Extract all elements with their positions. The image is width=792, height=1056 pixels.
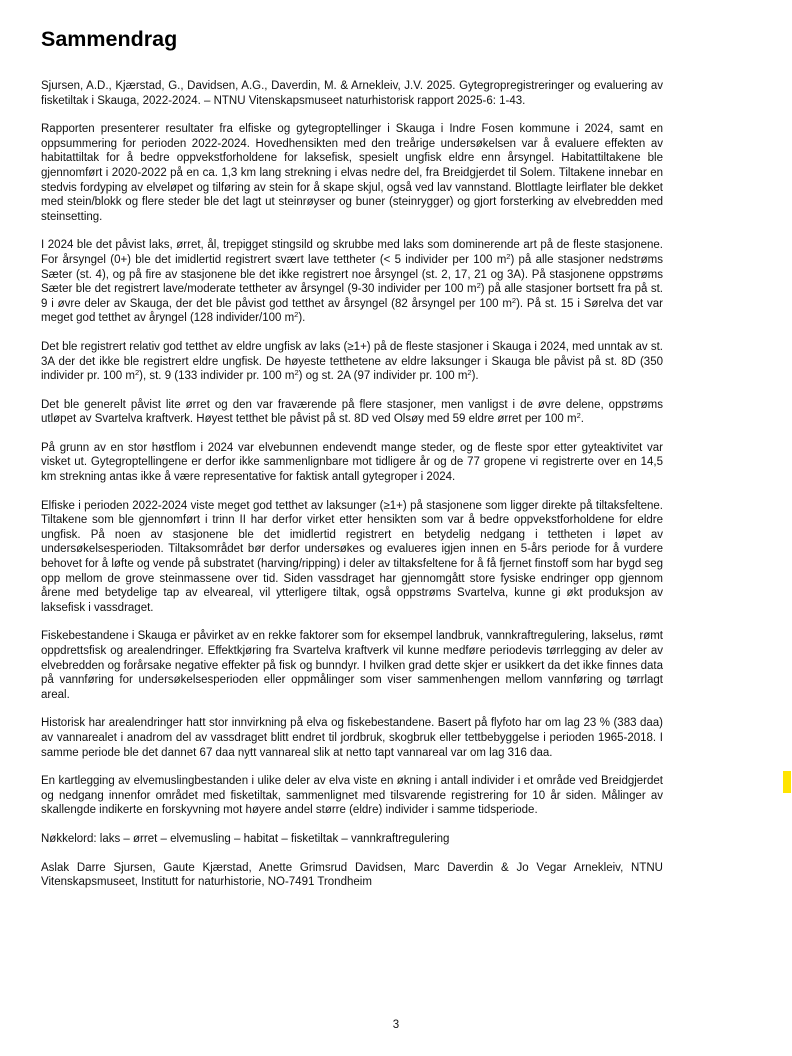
keywords-paragraph: Nøkkelord: laks – ørret – elvemusling – habitat – fisketiltak – vannkraftregulering: [41, 832, 450, 845]
page-number: 3: [392, 1019, 400, 1031]
electrofishing-paragraph: Elfiske i perioden 2022-2024 viste meget god tetthet av laksunger (≥1+) på stasjonene som ligger direkte på tiltaksfeltene. Tiltakene som ble gjennomført i trinn II har derfor virket etter hensikten som var å bedre oppvekstforholdene for eldre ungfisk. På noen av stasjonene ble det imidlertid registrert en betydelig nedgang i tettheten i løpet av undersøkelsesperioden. Tiltaksområdet bør derfor undersøkes og evalueres igjen innen en 5-års periode for å vurdere behovet for å løfte og vende på substratet (harving/ripping) i deler av tiltaksfeltene for å få fjernet finstoff som har bygd seg opp mellom de grove steinmassene over tid. Siden vassdraget har gjennomgått store fysiske endringer opp gjennom årene med betydelige tap av elveareal, vil ytterligere tiltak, også oppstrøms Svartelva, kunne gi økt produksjon av laksefisk i vassdraget.: [41, 499, 663, 614]
flood-paragraph: På grunn av en stor høstflom i 2024 var elvebunnen endevendt mange steder, og de fleste spor etter gyteaktivitet var visket ut. Gytegroptellingene er derfor ikke sammenlignbare mot tidligere år og de 77 gropene vi registrerte over en 14,5 km strekning antas ikke å være representative for faktisk antall gytegroper i 2024.: [41, 441, 663, 484]
trout-paragraph: Det ble generelt påvist lite ørret og den var fraværende på flere stasjoner, men vanligst i de øvre delene, oppstrøms utløpet av Svartelva kraftverk. Høyest tetthet ble påvist på st. 8D ved Olsøy med 59 eldre ørret per 100 $m^2$.: [41, 398, 663, 426]
summary-body: [41, 79, 663, 904]
factors-paragraph: Fiskebestandene i Skauga er påvirket av en rekke faktorer som for eksempel landbruk, vannkraftregulering, lakselus, rømt oppdrettsfisk og arealendringer. Effektkjøring fra Svartelva kraftverk vil kunne medføre periodevis tørrlegging av deler av elvebredden og forårsake negative effekter på fisk og bunndyr. I hvilken grad dette skjer er usikkert da det ikke finnes data på vannføring for undersøkelsesperioden eller oppmålinger som viser sammenhengen mellom vannføring og tørrlagt areal.: [41, 630, 663, 701]
page-title: Sammendrag: [41, 27, 178, 51]
intro-paragraph: Rapporten presenterer resultater fra elfiske og gytegroptellinger i Skauga i Indre Fosen kommune i 2024, samt en oppsummering for perioden 2022-2024. Hovedhensikten med den treårige undersøkelsen var å evaluere effekten av habitattiltak for å bedre oppvekstforholdene for laksefisk, spesielt ungfisk eldre enn årsyngel. Habitattiltakene ble gjennomført i 2020-2022 på en ca. 1,3 km lang strekning i elvas nedre del, fra Breidgjerdet til Solem. Tiltakene innebar en stedvis fordyping av elveløpet og tilføring av stein for å skape skjul, også ved lav vannstand. Blottlagte leirflater ble dekket med stein/blokk og flere steder ble det lagt ut steinrøyser og buner (steinrygger) og gjort forsterking av elvebredden med steinsetting.: [41, 123, 663, 223]
citation-paragraph: Sjursen, A.D., Kjærstad, G., Davidsen, A.G., Daverdin, M. & Arnekleiv, J.V. 2025. Gytegropregistreringer og evaluering av fisketiltak i Skauga, 2022-2024. – NTNU Vitenskapsmuseet naturhistorisk rapport 2025-6: 1-43.: [41, 80, 663, 107]
highlight-marker: [783, 771, 791, 793]
species-paragraph: I 2024 ble det påvist laks, ørret, ål, trepigget stingsild og skrubbe med laks som dominerende art på de fleste stasjonene. For årsyngel (0+) ble det imidlertid registrert svært lave tettheter (< 5 individer per 100 $m^2$) på alle stasjoner nedstrøms Sæter (st. 4), og på fire av stasjonene ble det ikke registrert noe årsyngel (st. 2, 17, 21 og 3A). På stasjonene oppstrøms Sæter ble det registrert lave/moderate tettheter av årsyngel (9-30 individer per 100 $m^2$) på alle stasjoner bortsett fra på st. 9 i øvre deler av Skauga, der det ble påvist god tetthet av årsyngel (82 årsyngel per 100 $m^2$). På st. 15 i Sørelva det var meget god tetthet av åryngel (128 individer/100 $m^2$).: [41, 239, 663, 325]
older-juvenile-paragraph: Det ble registrert relativ god tetthet av eldre ungfisk av laks (≥1+) på de fleste stasjoner i Skauga i 2024, med unntak av st. 3A der det ikke ble registrert eldre ungfisk. De høyeste tetthetene av eldre laksunger i Skauga ble påvist på st. 8D (350 individer pr. 100 $m^2$), st. 9 (133 individer pr. 100 $m^2$) og st. 2A (97 individer pr. 100 $m^2$).: [41, 340, 663, 383]
mussel-paragraph: En kartlegging av elvemuslingbestanden i ulike deler av elva viste en økning i antall individer i et område ved Breidgjerdet og nedgang innenfor området med fisketiltak, sammenlignet med tilsvarende registrering for 10 år siden. Målinger av skallengde indikerte en forskyvning mot høyere andel større (eldre) individer i samme tidsperiode.: [41, 775, 663, 817]
authors-paragraph: Aslak Darre Sjursen, Gaute Kjærstad, Anette Grimsrud Davidsen, Marc Daverdin & Jo Vegar Arnekleiv, NTNU Vitenskapsmuseet, Institutt for naturhistorie, NO-7491 Trondheim: [41, 861, 663, 889]
land-use-paragraph: Historisk har arealendringer hatt stor innvirkning på elva og fiskebestandene. Basert på flyfoto har om lag 23 % (383 daa) av vannarealet i anadrom del av vassdraget blitt endret til jordbruk, skogbruk eller tettbebyggelse i perioden 1965-2018. I samme periode ble det dannet 67 daa nytt vannareal slik at netto tapt vannareal var om lag 316 daa.: [41, 717, 663, 759]
